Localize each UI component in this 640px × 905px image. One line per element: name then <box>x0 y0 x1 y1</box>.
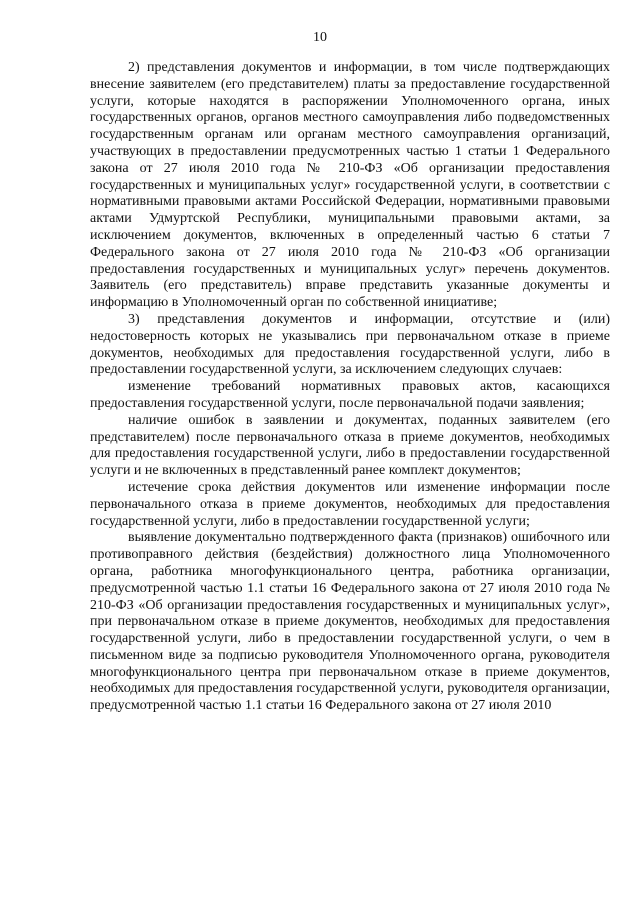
document-body <box>90 60 610 715</box>
paragraph-item-2: 2) представления документов и информации, в том числе подтверждающих внесение заявителем (его представителем) платы за предоставление государственной услуги, которые находятся в распоряжении Уполномоченного органа, иных государственных органов, органов местного самоуправления либо подведомственных государственным органам или органам местного самоуправления организаций, участвующих в предоставлении предусмотренных частью 1 статьи 1 Федерального закона от 27 июля 2010 года № 210-ФЗ «Об организации предоставления государственных и муниципальных услуг» государственной услуги, в соответствии с нормативными правовыми актами Российской Федерации, нормативными правовыми актами Удмуртской Республики, муниципальными правовыми актами, за исключением документов, включенных в определенный частью 6 статьи 7 Федерального закона от 27 июля 2010 года № 210-ФЗ «Об организации предоставления государственных и муниципальных услуг» перечень документов. Заявитель (его представитель) вправе представить указанные документы и информацию в Уполномоченный орган по собственной инициативе; <box>90 60 610 311</box>
exception-regulation-change: изменение требований нормативных правовых актов, касающихся предоставления государственной услуги, после первоначальной подачи заявления; <box>90 379 610 411</box>
exception-application-errors: наличие ошибок в заявлении и документах, поданных заявителем (его представителем) после первоначального отказа в приеме документов, необходимых для предоставления государственной услуги, либо в предоставлении государственной услуги и не включенных в представленный ранее комплект документов; <box>90 412 610 479</box>
exception-official-error: выявление документально подтвержденного факта (признаков) ошибочного или противоправного действия (бездействия) должностного лица Уполномоченного органа, работника многофункционального центра, работника организации, предусмотренной частью 1.1 статьи 16 Федерального закона от 27 июля 2010 года № 210-ФЗ «Об организации предоставления государственных и муниципальных услуг», при первоначальном отказе в приеме документов, необходимых для предоставления государственной услуги, либо в предоставлении государственной услуги, о чем в письменном виде за подписью руководителя Уполномоченного органа, руководителя многофункционального центра при первоначальном отказе в приеме документов, необходимых для предоставления государственной услуги, руководителя организации, предусмотренной частью 1.1 статьи 16 Федерального закона от 27 июля 2010 <box>90 530 610 714</box>
exception-document-expiry: истечение срока действия документов или изменение информации после первоначального отказа в приеме документов, необходимых для предоставления государственной услуги, либо в предоставлении государственной услуги; <box>90 479 610 529</box>
paragraph-item-3: 3) представления документов и информации, отсутствие и (или) недостоверность которых не указывались при первоначальном отказе в приеме документов, необходимых для предоставления государственной услуги, либо в предоставлении государственной услуги, за исключением следующих случаев: <box>90 311 610 378</box>
page-number: 10 <box>313 30 327 45</box>
